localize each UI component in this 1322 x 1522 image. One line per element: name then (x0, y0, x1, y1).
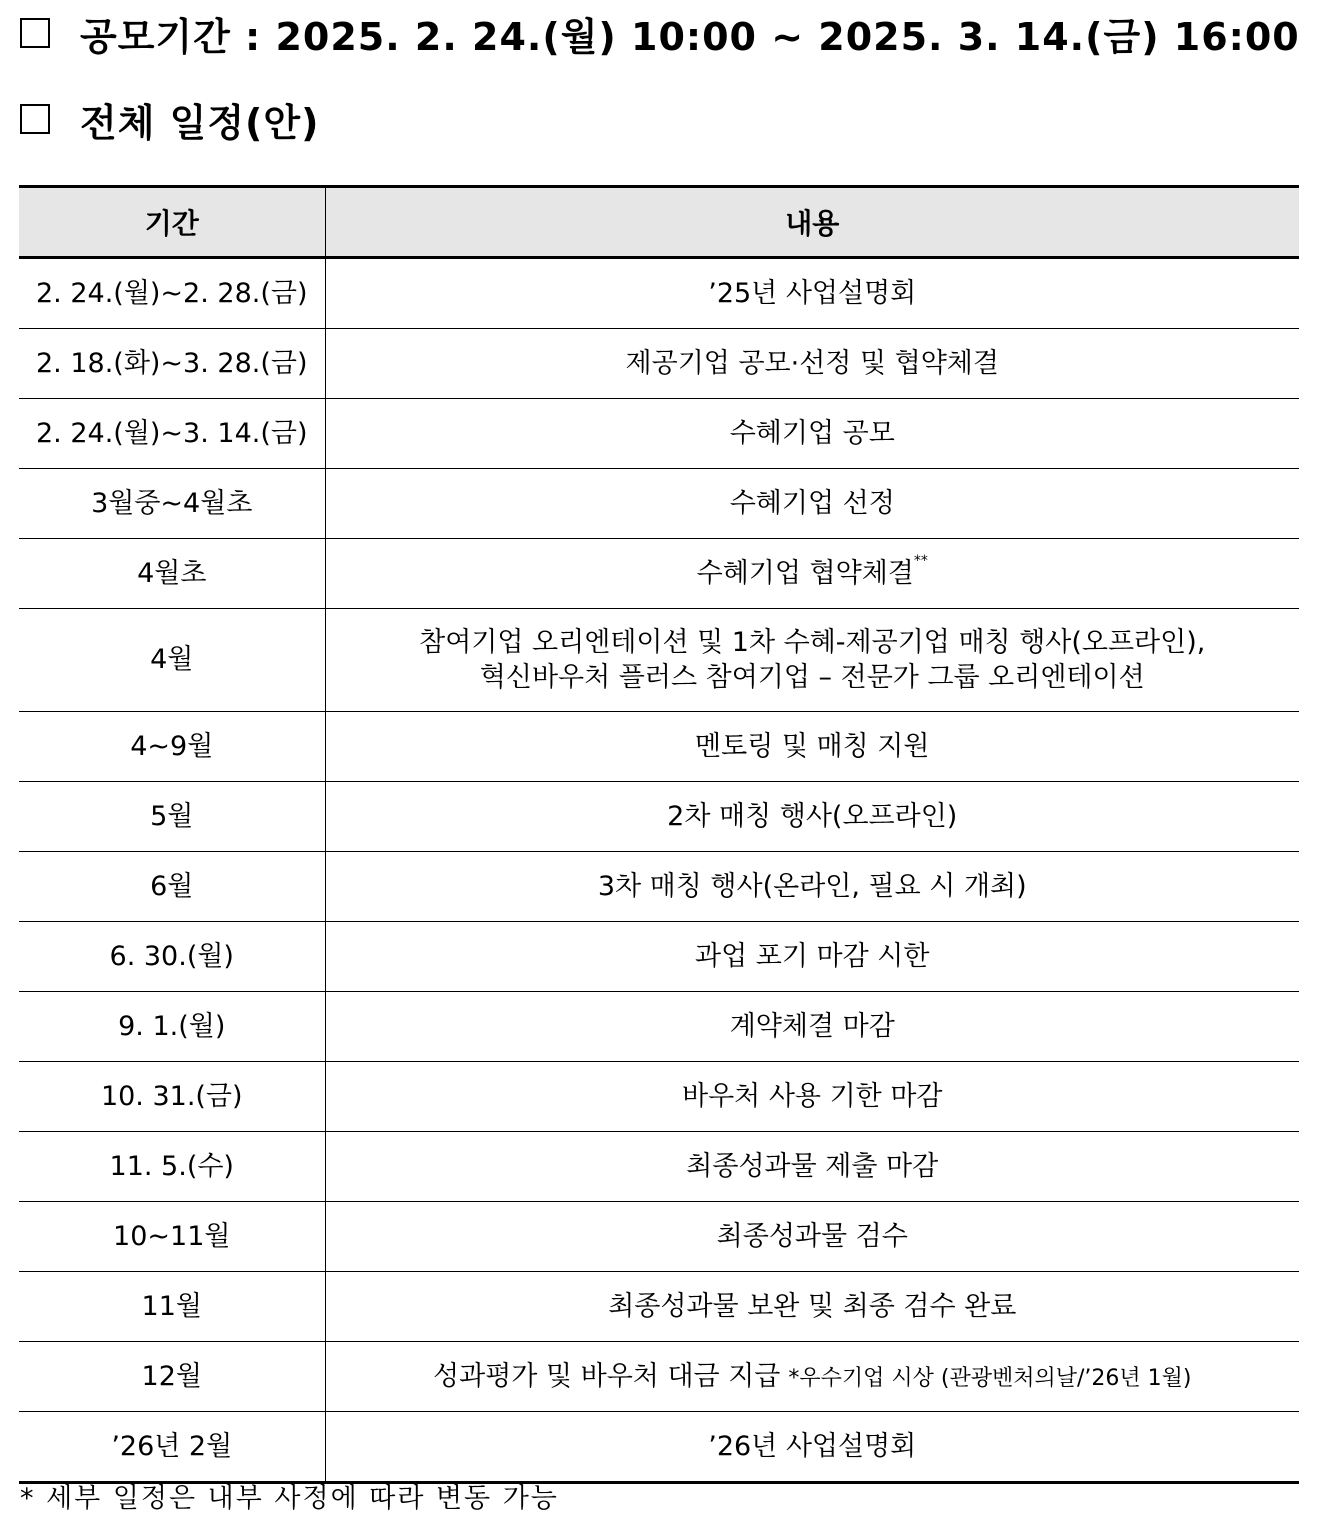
footnote: * 세부 일정은 내부 사정에 따라 변동 가능 (20, 1483, 559, 1514)
period-cell: 6월 (19, 852, 325, 922)
heading-overall-schedule-text: 전체 일정(안) (80, 100, 320, 145)
period-cell: 9. 1.(월) (19, 992, 325, 1062)
table-row (19, 399, 1299, 469)
table-row (19, 852, 1299, 922)
period-cell: 12월 (19, 1342, 325, 1412)
content-text: 수혜기업 협약체결 (696, 557, 914, 589)
content-cell: 최종성과물 검수 (325, 1202, 1299, 1272)
content-cell (325, 539, 1299, 609)
period-cell: 4월초 (19, 539, 325, 609)
period-cell: 6. 30.(월) (19, 922, 325, 992)
table-row (19, 1342, 1299, 1412)
table-row (19, 258, 1299, 329)
period-cell: 3월중~4월초 (19, 469, 325, 539)
award-note: *우수기업 시상 (관광벤처의날/’26년 1월) (788, 1365, 1192, 1391)
content-cell (325, 609, 1299, 712)
content-cell: 수혜기업 선정 (325, 469, 1299, 539)
period-cell: 4월 (19, 609, 325, 712)
period-cell: 11월 (19, 1272, 325, 1342)
content-cell: 멘토링 및 매칭 지원 (325, 712, 1299, 782)
table-row (19, 992, 1299, 1062)
content-cell: 계약체결 마감 (325, 992, 1299, 1062)
period-cell: 2. 24.(월)~3. 14.(금) (19, 399, 325, 469)
period-cell: 10~11월 (19, 1202, 325, 1272)
period-cell: 2. 18.(화)~3. 28.(금) (19, 329, 325, 399)
table-row (19, 1202, 1299, 1272)
table-row (19, 782, 1299, 852)
heading-recruitment-period (20, 8, 1300, 58)
table-row (19, 469, 1299, 539)
content-cell: 바우처 사용 기한 마감 (325, 1062, 1299, 1132)
content-line: 참여기업 오리엔테이션 및 1차 수혜-제공기업 매칭 행사(오프라인), (419, 626, 1206, 658)
content-cell: 최종성과물 보완 및 최종 검수 완료 (325, 1272, 1299, 1342)
table-row (19, 1272, 1299, 1342)
period-cell: ’26년 2월 (19, 1412, 325, 1483)
table-row (19, 539, 1299, 609)
heading-overall-schedule (20, 94, 320, 144)
content-cell: ’25년 사업설명회 (325, 258, 1299, 329)
content-cell: 제공기업 공모·선정 및 협약체결 (325, 329, 1299, 399)
content-cell: 수혜기업 공모 (325, 399, 1299, 469)
column-header-content: 내용 (325, 187, 1299, 258)
period-cell: 2. 24.(월)~2. 28.(금) (19, 258, 325, 329)
content-cell: ’26년 사업설명회 (325, 1412, 1299, 1483)
content-cell: 과업 포기 마감 시한 (325, 922, 1299, 992)
table-row (19, 609, 1299, 712)
table-row (19, 712, 1299, 782)
table-header-row (19, 187, 1299, 258)
checkbox-square-icon (20, 18, 50, 48)
double-asterisk-mark: ** (913, 552, 928, 569)
content-line: 혁신바우처 플러스 참여기업 – 전문가 그룹 오리엔테이션 (479, 662, 1145, 693)
content-cell: 최종성과물 제출 마감 (325, 1132, 1299, 1202)
content-cell (325, 1342, 1299, 1412)
table-row (19, 1132, 1299, 1202)
content-cell: 3차 매칭 행사(온라인, 필요 시 개최) (325, 852, 1299, 922)
content-text: 성과평가 및 바우처 대금 지급 (433, 1360, 781, 1392)
table-row (19, 1062, 1299, 1132)
column-header-period: 기간 (19, 187, 325, 258)
period-cell: 4~9월 (19, 712, 325, 782)
table-row (19, 329, 1299, 399)
content-cell: 2차 매칭 행사(오프라인) (325, 782, 1299, 852)
period-cell: 10. 31.(금) (19, 1062, 325, 1132)
table-row (19, 1412, 1299, 1483)
checkbox-square-icon (20, 104, 50, 134)
schedule-table (19, 185, 1299, 1484)
heading-recruitment-period-text: 공모기간 : 2025. 2. 24.(월) 10:00 ~ 2025. 3. 14.(금) 16:00 (80, 14, 1300, 59)
table-row (19, 922, 1299, 992)
period-cell: 11. 5.(수) (19, 1132, 325, 1202)
period-cell: 5월 (19, 782, 325, 852)
